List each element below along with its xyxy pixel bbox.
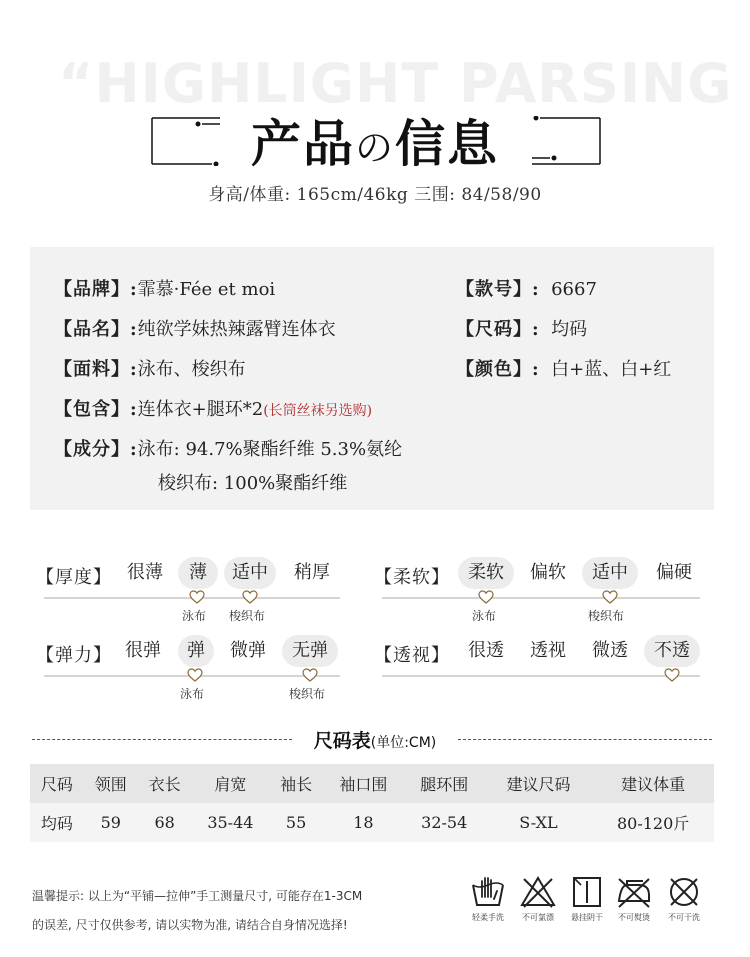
tips-line-1: 温馨提示: 以上为“平铺—拉伸”手工测量尺寸, 可能存在1-3CM <box>32 889 363 903</box>
no-iron-icon <box>615 875 653 909</box>
table-header-cell: 建议体重 <box>621 775 686 794</box>
size-table <box>30 764 714 842</box>
care-no-bleach <box>514 875 562 923</box>
no-bleach-label: 不可氯漂 <box>522 913 554 922</box>
name-value: 纯欲学妹热辣露臂连体衣 <box>137 319 336 340</box>
heart-marker-icon <box>602 590 618 604</box>
size-chart-title-text: 尺码表 <box>313 730 371 752</box>
fabric-value: 泳布、梭织布 <box>137 359 246 380</box>
softness-option-3: 适中 <box>582 557 638 589</box>
elasticity-label: 【弹力】 <box>36 645 112 666</box>
transparency-option-4: 不透 <box>644 635 700 667</box>
transparency-scale <box>374 641 450 667</box>
elasticity-option-2: 弹 <box>178 635 214 667</box>
color-label: 【颜色】: <box>456 359 540 380</box>
fabric-label: 【面料】: <box>54 359 138 380</box>
elasticity-option-4: 无弹 <box>282 635 338 667</box>
composition-line2: 梭织布: 100%聚酯纤维 <box>158 473 348 494</box>
heart-marker-icon <box>242 590 258 604</box>
care-hand-wash <box>464 875 512 923</box>
heart-marker-icon <box>189 590 205 604</box>
thickness-option-2: 薄 <box>178 557 218 589</box>
size-chart-unit: (单位:CM) <box>370 735 437 751</box>
table-cell: 均码 <box>40 814 73 833</box>
transparency-track <box>382 675 700 677</box>
softness-option-2: 偏软 <box>530 562 566 583</box>
no-dry-clean-icon <box>666 875 702 909</box>
size-label: 【尺码】: <box>456 319 540 340</box>
title-no: の <box>354 126 395 170</box>
style-row <box>456 275 597 301</box>
name-row <box>54 315 336 341</box>
table-header-cell: 袖长 <box>280 775 313 794</box>
table-cell: 18 <box>353 813 374 832</box>
table-cell: 80-120斤 <box>616 814 690 833</box>
fabric-row <box>54 355 246 381</box>
table-header-cell: 腿环围 <box>420 775 469 794</box>
heart-marker-icon <box>664 668 680 682</box>
table-row <box>30 803 714 842</box>
table-cell: S-XL <box>519 813 558 832</box>
no-iron-label: 不可熨烫 <box>618 913 650 922</box>
softness-scale <box>374 563 450 589</box>
table-header-cell: 尺码 <box>40 775 73 794</box>
package-value: 连体衣+腿环*2 <box>137 399 264 420</box>
thickness-label: 【厚度】 <box>36 567 112 588</box>
care-hang-dry <box>563 875 611 923</box>
section-title <box>0 104 750 174</box>
table-header-cell: 衣长 <box>148 775 181 794</box>
product-info-panel <box>30 247 714 510</box>
hand-wash-label: 轻柔手洗 <box>472 913 504 922</box>
elasticity-option-1: 很弹 <box>125 640 161 661</box>
transparency-label: 【透视】 <box>374 645 450 666</box>
thickness-option-4: 稍厚 <box>294 562 330 583</box>
transparency-option-1: 很透 <box>468 640 504 661</box>
no-dry-clean-label: 不可干洗 <box>668 913 700 922</box>
brand-value: 霏慕·Fée et moi <box>137 279 276 300</box>
hang-dry-icon <box>569 875 605 909</box>
care-tips <box>32 882 452 940</box>
tips-line-2: 的误差, 尺寸仅供参考, 请以实物为准, 请结合自身情况选择! <box>32 918 348 932</box>
heart-marker-icon <box>478 590 494 604</box>
table-header-row <box>30 764 714 803</box>
table-header-cell: 袖口围 <box>339 775 388 794</box>
softness-tag-1: 泳布 <box>472 609 497 623</box>
hand-wash-icon <box>470 875 506 909</box>
thickness-scale <box>36 563 112 589</box>
page-title <box>0 104 750 176</box>
color-value: 白+蓝、白+红 <box>551 359 672 380</box>
table-header-cell: 领围 <box>94 775 127 794</box>
bracket-right-decoration <box>530 116 602 166</box>
title-part-b: 信息 <box>395 114 499 173</box>
package-note: (长筒丝袜另选购) <box>263 403 373 419</box>
table-cell: 59 <box>100 813 121 832</box>
thickness-tag-1: 泳布 <box>182 609 207 623</box>
softness-label: 【柔软】 <box>374 567 450 588</box>
transparency-option-2: 透视 <box>530 640 566 661</box>
no-bleach-icon <box>520 875 556 909</box>
elasticity-tag-1: 泳布 <box>180 687 205 701</box>
heart-marker-icon <box>302 668 318 682</box>
color-row <box>456 355 671 381</box>
table-cell: 32-54 <box>421 813 468 832</box>
composition-line1: 泳布: 94.7%聚酯纤维 5.3%氨纶 <box>137 439 403 460</box>
brand-label: 【品牌】: <box>54 279 138 300</box>
softness-option-1: 柔软 <box>458 557 514 589</box>
name-label: 【品名】: <box>54 319 138 340</box>
table-cell: 68 <box>154 813 175 832</box>
brand-row <box>54 275 275 301</box>
care-no-dry-clean <box>660 875 708 923</box>
thickness-tag-2: 梭织布 <box>229 609 266 623</box>
style-label: 【款号】: <box>456 279 540 300</box>
softness-track <box>382 597 700 599</box>
hang-dry-label: 悬挂阴干 <box>571 913 603 922</box>
transparency-option-3: 微透 <box>592 640 628 661</box>
watermark-text: “HIGHLIGHT PARSING <box>58 52 733 115</box>
size-row <box>456 315 587 341</box>
package-row <box>54 395 372 421</box>
care-no-iron <box>610 875 658 923</box>
package-label: 【包含】: <box>54 399 138 420</box>
elasticity-tag-2: 梭织布 <box>289 687 326 701</box>
style-value: 6667 <box>551 279 597 300</box>
thickness-option-3: 适中 <box>224 557 276 589</box>
title-part-a: 产品 <box>250 114 355 173</box>
composition-row <box>54 435 402 461</box>
composition-label: 【成分】: <box>54 439 138 460</box>
thickness-option-1: 很薄 <box>127 562 163 583</box>
model-measurements: 身高/体重: 165cm/46kg 三围: 84/58/90 <box>208 185 542 205</box>
heart-marker-icon <box>187 668 203 682</box>
table-header-cell: 肩宽 <box>214 775 247 794</box>
elasticity-option-3: 微弹 <box>230 640 266 661</box>
elasticity-scale <box>36 641 112 667</box>
softness-tag-2: 梭织布 <box>588 609 625 623</box>
size-chart-title <box>0 726 750 753</box>
softness-option-4: 偏硬 <box>656 562 692 583</box>
size-value: 均码 <box>551 319 588 340</box>
table-header-cell: 建议尺码 <box>506 775 571 794</box>
table-cell: 55 <box>285 813 307 832</box>
table-cell: 35-44 <box>207 813 254 832</box>
